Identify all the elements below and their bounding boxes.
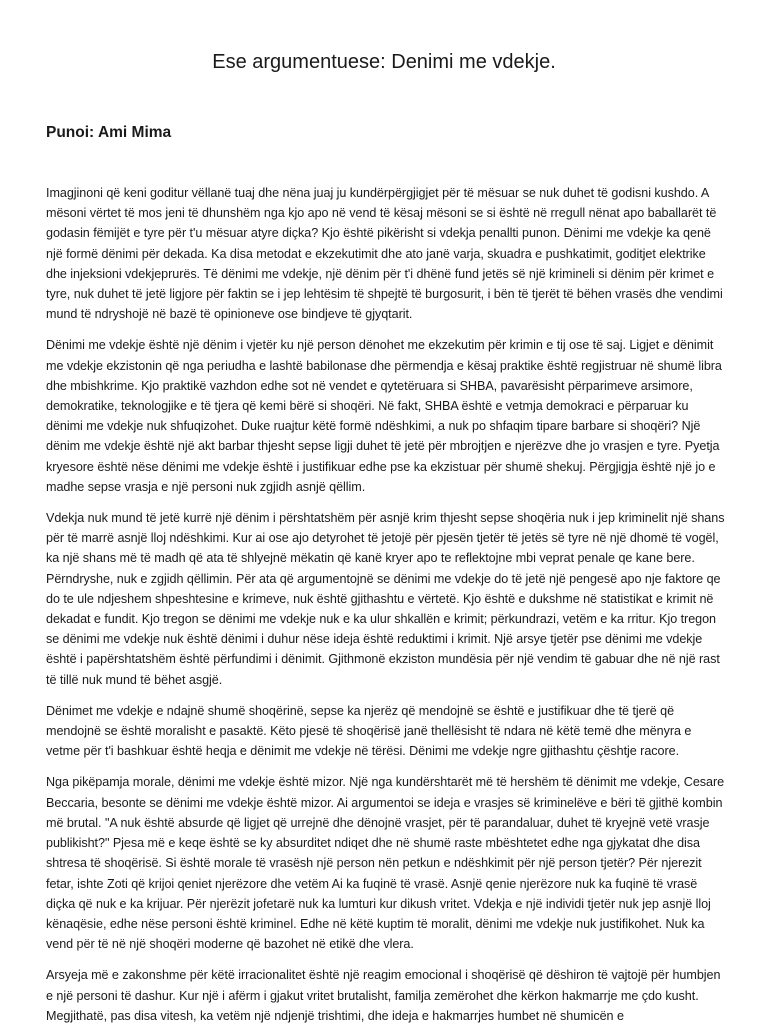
paragraph: Arsyeja më e zakonshme për këtë irracionalitet është një reagim emocional i shoqërisë që dëshiron të vajtojë për humbjen e një personi të dashur. Kur një i afërm i gjakut vritet brutalisht, familja zemërohet dhe kërkon hakmarrje me çdo kusht. Megjithatë, pas disa vitesh, ka vetëm një ndjenjë trishtimi, dhe ideja e hakmarrjes humbet në shumicën e xyxy=(46,968,721,1023)
paragraph: Vdekja nuk mund të jetë kurrë një dënim i përshtatshëm për asnjë krim thjesht sepse shoqëria nuk i jep kriminelit një shans për të marrë asnjë lloj ndëshkimi. Kur ai ose ajo detyrohet të jetojë për pjesën tjetër të jetës së tyre në një dhomë të vogël, ka një shans më të madh që ata të shlyejnë mëkatin që kanë kryer apo te reflektojne mbi veprat penale qe kane bere. Përndryshe, nuk e zgjidh qëllimin. Për ata që argumentojnë se dënimi me vdekje do të jetë një pengesë apo nje faktore qe do te ule ndjeshem shpeshtesine e krimeve, nuk është gjithashtu e vërtetë. Kjo është e dukshme në statistikat e krimit në dekadat e fundit. Kjo tregon se dënimi me vdekje nuk e ka ulur shkallën e krimit; përkundrazi, vetëm e ka rritur. Kjo tregon se dënimi me vdekje nuk është dënimi i duhur nëse ideja është reduktimi i krimit. Një arsye tjetër pse dënimi me vdekje është i papërshtatshëm është përfundimi i dënimit. Gjithmonë ekziston mundësia për një vendim të gabuar dhe në një rast të tillë nuk mund të bëhet asgjë. xyxy=(46,511,725,687)
document-body xyxy=(46,183,726,1024)
document-title: Ese argumentuese: Denimi me vdekje. xyxy=(212,51,556,73)
paragraph: Dënimi me vdekje është një dënim i vjetër ku një person dënohet me ekzekutim për krimin e tij ose të saj. Ligjet e dënimit me vdekje ekzistonin që nga periudha e lashtë babilonase dhe përmendja e kësaj praktike është regjistruar në shumë libra dhe mbishkrime. Kjo praktikë vazhdon edhe sot në vendet e qytetëruara si SHBA, pavarësisht përparimeve arsimore, demokratike, teknologjike e të tjera që kemi bërë si shoqëri. Në fakt, SHBA është e vetmja demokraci e përparuar ku dënimi me vdekje nuk shfuqizohet. Duke ruajtur këtë formë ndëshkimi, a nuk po shfaqim tipare barbare si shoqëri? Një dënim me vdekje është një akt barbar thjesht sepse ligji duhet të jetë për mbrojtjen e njerëzve dhe jo vrasjen e tyre. Pyetja kryesore është nëse dënimi me vdekje është i justifikuar edhe pse ka ekzistuar për shumë shekuj. Përgjigja është një jo e madhe sepse vrasja e një personi nuk zgjidh asnjë qëllim. xyxy=(46,338,722,494)
paragraph: Nga pikëpamja morale, dënimi me vdekje është mizor. Një nga kundërshtarët më të hershëm të dënimit me vdekje, Cesare Beccaria, besonte se dënimi me vdekje është mizor. Ai argumentoi se ideja e vrasjes së kriminelëve e bëri të gjithë kombin më brutal. "A nuk është absurde që ligjet që urrejnë dhe dënojnë vrasjet, për të parandaluar, duhet të kryejnë vetë vrasje publikisht?" Pjesa më e keqe është se ky absurditet ndiqet dhe në shumë raste mbështetet edhe nga gjykatat dhe disa shtresa të shoqërisë. Si është morale të vrasësh një person nën petkun e ndëshkimit për një person tjetër? Për njerezit fetar, ishte Zoti që krijoi qeniet njerëzore dhe vetëm Ai ka fuqinë të vrasë. Asnjë qenie njerëzore nuk ka fuqinë të vrasë diçka që nuk e ka krijuar. Për njerëzit jofetarë nuk ka lumturi kur dikush vritet. Vdekja e një individi tjetër nuk jep asnjë lloj kënaqësie, edhe nëse personi është kriminel. Edhe në këtë kuptim të moralit, dënimi me vdekje nuk justifikohet. Nuk ka vend për të në një shoqëri moderne që bazohet në etikë dhe vlera. xyxy=(46,775,725,952)
author-line: Punoi: Ami Mima xyxy=(46,124,172,141)
paragraph: Dënimet me vdekje e ndajnë shumë shoqërinë, sepse ka njerëz që mendojnë se është e justifikuar dhe të tjerë që mendojnë se është moralisht e pasaktë. Këto pjesë të shoqërisë janë thellësisht të ndara në këtë temë dhe mënyra e vetme për t'i bashkuar është heqja e dënimit me vdekje në tërësi. Dënimi me vdekje ngre gjithashtu çështje racore. xyxy=(46,703,692,759)
paragraph: Imagjinoni që keni goditur vëllanë tuaj dhe nëna juaj ju kundërpërgjigjet për të mësuar se nuk duhet të godisni kushdo. A mësoni vërtet të mos jeni të dhunshëm nga kjo apo në vend të kësaj mësoni se si është në rregull nënat apo baballarët të godasin fëmijët e tyre për t'u mësuar atyre diçka? Kjo është pikërisht si vdekja penallti punon. Dënimi me vdekje ka qenë një formë dënimi për dekada. Ka disa metodat e ekzekutimit dhe ato janë varja, skuadra e pushkatimit, goditjet elektrike dhe injeksioni vdekjeprurës. Të dënimi me vdekje, një dënim për t'i dhënë fund jetës së një krimineli si dënim për krimet e tyre, nuk duhet të jetë ligjore për faktin se i jep lehtësim të shpejtë të burgosurit, i bën të tjerët të bëhen vrasës dhe vendimi mund të ndryshojë në bazë të opinioneve ose bindjeve të gjyqtarit. xyxy=(46,186,723,322)
